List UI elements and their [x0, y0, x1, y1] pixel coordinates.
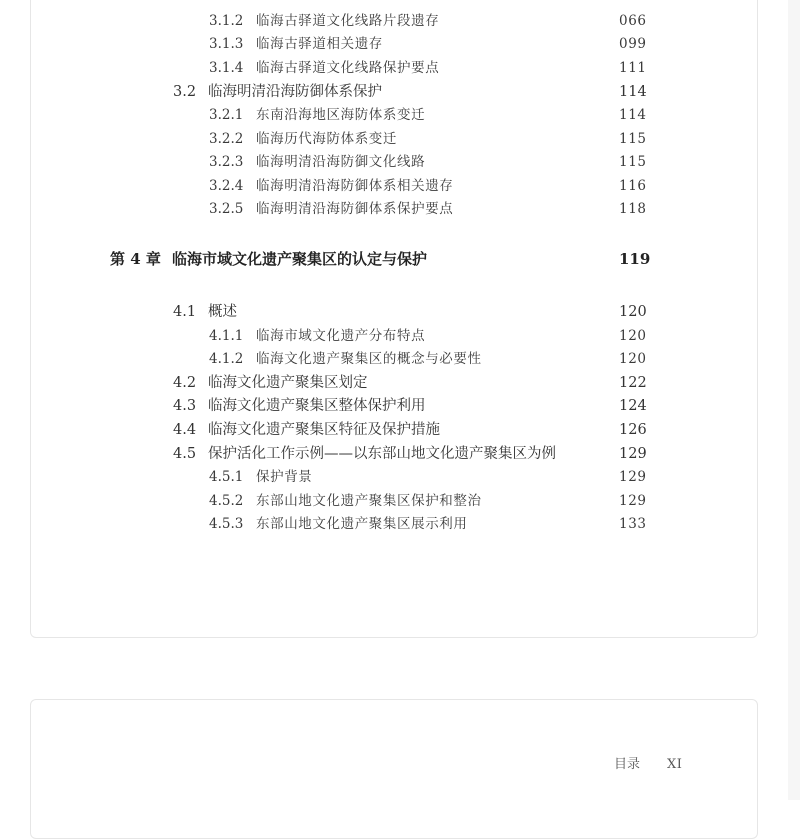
toc-entry-title: 临海明清沿海防御体系保护要点: [256, 201, 454, 217]
toc-entry-title: 东南沿海地区海防体系变迁: [256, 107, 426, 123]
toc-entry-number: 3.2.4: [209, 178, 244, 194]
toc-chapter-4[interactable]: [31, 248, 759, 270]
toc-entry-3-1-3[interactable]: [31, 33, 759, 55]
toc-entry-page: 124: [619, 398, 647, 414]
toc-entry-title: 临海文化遗产聚集区整体保护利用: [208, 398, 426, 414]
toc-entry-page: 111: [619, 60, 647, 76]
toc-page: [30, 0, 758, 638]
toc-entry-number: 3.2.3: [209, 154, 244, 170]
toc-entry-4-5-3[interactable]: [31, 513, 759, 535]
toc-entry-title: 临海明清沿海防御体系相关遗存: [256, 178, 454, 194]
toc-entry-number: 3.2.2: [209, 131, 244, 147]
toc-entry-page: 129: [619, 446, 647, 462]
footer-section-label: 目录: [614, 757, 641, 772]
toc-entry-4-4[interactable]: [31, 419, 759, 441]
toc-entry-3-2-4[interactable]: [31, 175, 759, 197]
toc-chapter-title: 临海市域文化遗产聚集区的认定与保护: [172, 250, 428, 268]
toc-entry-4-2[interactable]: [31, 372, 759, 394]
scrollbar-track[interactable]: [788, 0, 800, 800]
toc-entry-4-1[interactable]: [31, 301, 759, 323]
toc-entry-number: 4.1: [173, 304, 197, 320]
toc-entry-title: 临海古驿道文化线路保护要点: [256, 60, 440, 76]
page-footer: [31, 755, 759, 775]
toc-entry-3-2-5[interactable]: [31, 198, 759, 220]
toc-entry-number: 4.3: [173, 398, 197, 414]
toc-entry-number: 4.1.1: [209, 328, 244, 344]
toc-entry-page: 120: [619, 351, 647, 367]
toc-entry-title: 临海古驿道相关遗存: [256, 36, 383, 52]
toc-entry-4-1-2[interactable]: [31, 348, 759, 370]
toc-entry-3-2[interactable]: [31, 81, 759, 103]
toc-entry-page: 120: [619, 328, 647, 344]
toc-entry-page: 122: [619, 375, 647, 391]
toc-entry-4-3[interactable]: [31, 395, 759, 417]
toc-entry-title: 临海明清沿海防御文化线路: [256, 154, 426, 170]
toc-entry-page: 129: [619, 469, 647, 485]
toc-entry-number: 3.1.4: [209, 60, 244, 76]
toc-entry-3-1-2[interactable]: [31, 10, 759, 32]
toc-entry-page: 116: [619, 178, 647, 194]
toc-entry-page: 115: [619, 131, 647, 147]
toc-entry-title: 概述: [208, 304, 237, 320]
toc-entry-3-2-1[interactable]: [31, 104, 759, 126]
toc-entry-number: 3.1.2: [209, 13, 244, 29]
toc-entry-number: 3.1.3: [209, 36, 244, 52]
toc-entry-title: 临海文化遗产聚集区的概念与必要性: [256, 351, 482, 367]
toc-entry-page: 099: [619, 36, 647, 52]
toc-entry-number: 4.5.2: [209, 493, 244, 509]
toc-entry-4-5[interactable]: [31, 443, 759, 465]
toc-entry-3-2-2[interactable]: [31, 128, 759, 150]
toc-entry-title: 临海文化遗产聚集区特征及保护措施: [208, 422, 440, 438]
toc-entry-4-5-1[interactable]: [31, 466, 759, 488]
toc-entry-number: 4.1.2: [209, 351, 244, 367]
toc-entry-page: 120: [619, 304, 647, 320]
toc-entry-number: 3.2.1: [209, 107, 244, 123]
toc-entry-4-1-1[interactable]: [31, 325, 759, 347]
next-page: [30, 699, 758, 839]
toc-chapter-page: 119: [619, 250, 651, 268]
toc-chapter-number: 第 4 章: [110, 250, 161, 268]
toc-entry-title: 临海市域文化遗产分布特点: [256, 328, 426, 344]
toc-entry-number: 4.5.3: [209, 516, 244, 532]
toc-entry-page: 133: [619, 516, 647, 532]
toc-entry-page: 129: [619, 493, 647, 509]
toc-entry-3-1-4[interactable]: [31, 57, 759, 79]
toc-entry-page: 114: [619, 84, 647, 100]
toc-entry-title: 临海古驿道文化线路片段遗存: [256, 13, 440, 29]
toc-entry-title: 临海文化遗产聚集区划定: [208, 375, 368, 391]
toc-entry-title: 保护活化工作示例——以东部山地文化遗产聚集区为例: [208, 446, 556, 462]
toc-entry-title: 临海明清沿海防御体系保护: [208, 84, 382, 100]
toc-entry-3-2-3[interactable]: [31, 151, 759, 173]
toc-entry-title: 临海历代海防体系变迁: [256, 131, 397, 147]
toc-entry-title: 保护背景: [256, 469, 313, 485]
footer-page-number: XI: [667, 757, 683, 772]
toc-entry-number: 3.2.5: [209, 201, 244, 217]
toc-entry-number: 4.5.1: [209, 469, 244, 485]
toc-entry-number: 4.2: [173, 375, 197, 391]
toc-entry-page: 118: [619, 201, 647, 217]
toc-entry-page: 114: [619, 107, 647, 123]
toc-entry-title: 东部山地文化遗产聚集区展示利用: [256, 516, 468, 532]
toc-entry-4-5-2[interactable]: [31, 490, 759, 512]
toc-entry-number: 3.2: [173, 84, 197, 100]
toc-entry-title: 东部山地文化遗产聚集区保护和整治: [256, 493, 482, 509]
toc-entry-page: 115: [619, 154, 647, 170]
toc-entry-page: 066: [619, 13, 647, 29]
toc-entry-page: 126: [619, 422, 647, 438]
toc-entry-number: 4.4: [173, 422, 197, 438]
toc-entry-number: 4.5: [173, 446, 197, 462]
